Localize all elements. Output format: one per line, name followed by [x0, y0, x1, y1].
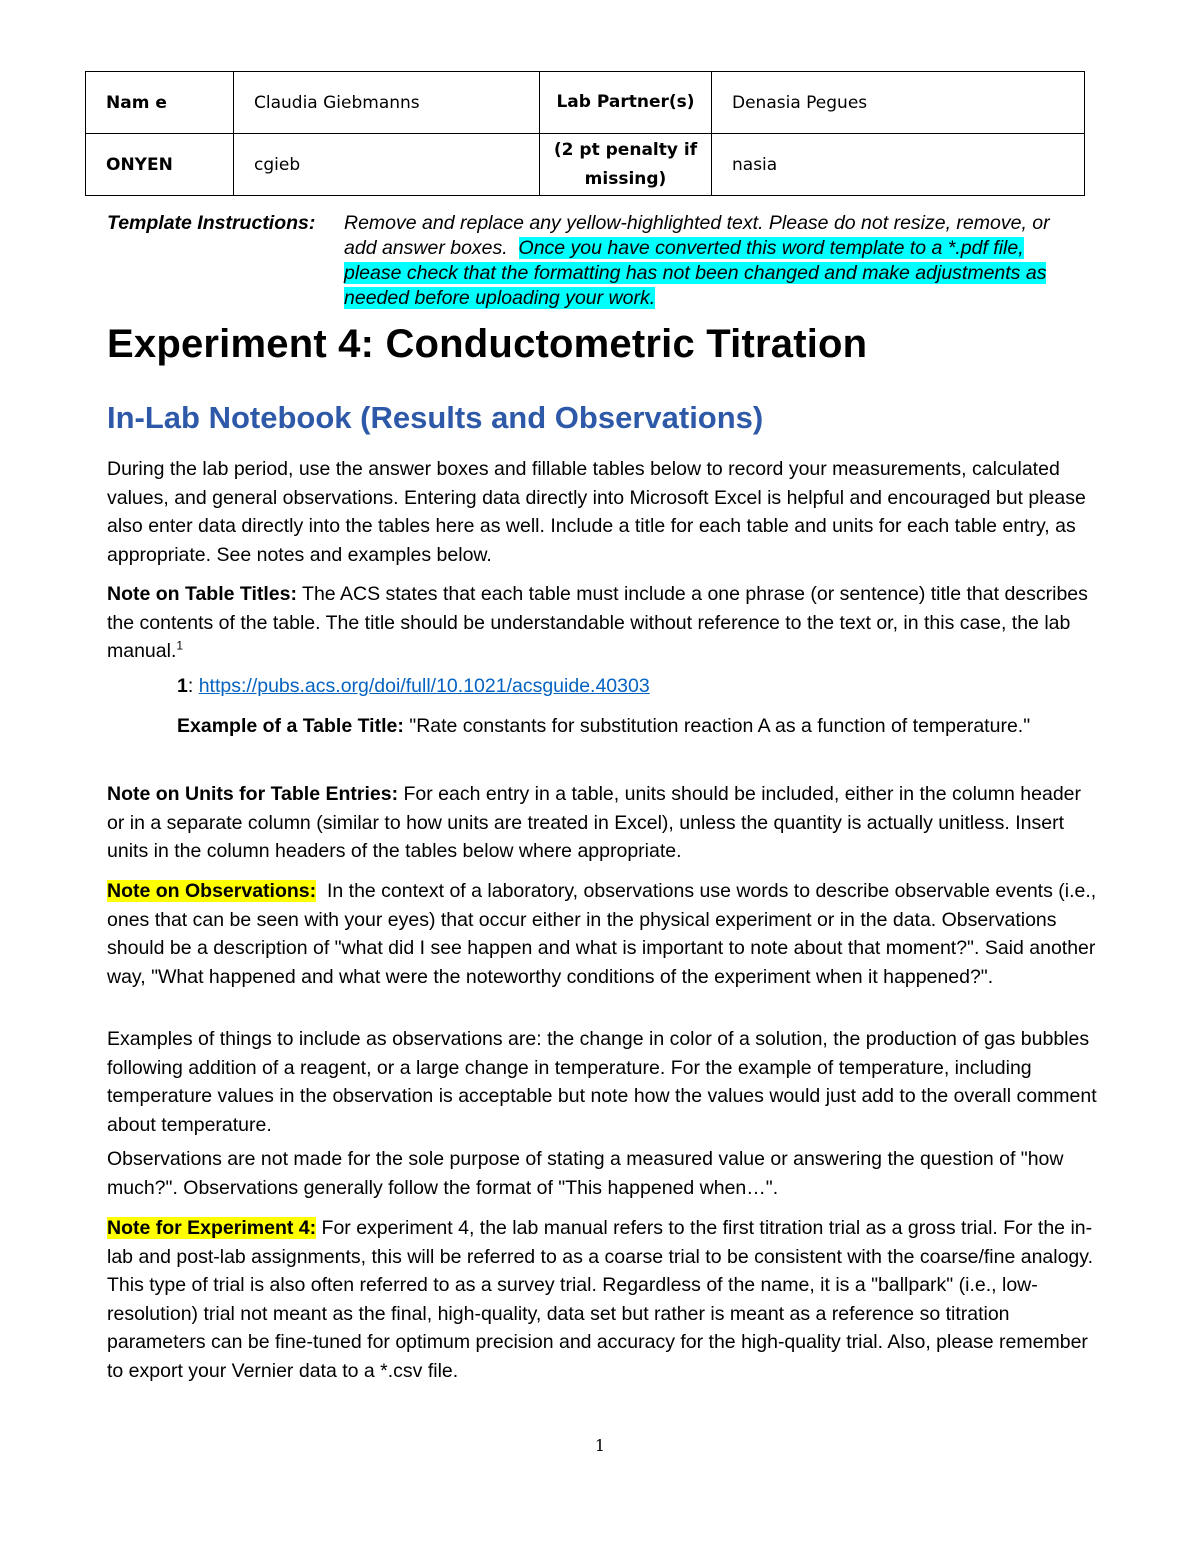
note-observations-label: Note on Observations: [107, 880, 317, 902]
lab-partner-label: Lab Partner(s) [540, 72, 712, 134]
note-experiment-4-label: Note for Experiment 4: [107, 1217, 317, 1239]
note-units-label: Note on Units for Table Entries: [107, 783, 399, 805]
example-table-title-label: Example of a Table Title: [177, 715, 404, 737]
note-table-titles-label: Note on Table Titles: [107, 583, 297, 605]
partner-onyen-value-field[interactable]: nasia [712, 134, 1085, 196]
table-row [86, 134, 1085, 196]
acs-guide-link[interactable]: https://pubs.acs.org/doi/full/10.1021/acsguide.40303 [198, 675, 650, 697]
instructions-highlighted-text: Once you have converted this word template to a *.pdf file, please check that the formatting has not been changed and make adjustments as needed before uploading your work. [344, 237, 1047, 309]
note-experiment-4 [107, 1214, 1097, 1386]
note-table-titles-text: The ACS states that each table must include a one phrase (or sentence) title that describes the contents of the table. The title should be understandable without reference to the text or, in this case, the lab manual. [107, 583, 1088, 663]
observation-examples-paragraph: Examples of things to include as observations are: the change in color of a solution, the production of gas bubbles following addition of a reagent, or a large change in temperature. For the example of temperature, including temperature values in the observation is acceptable but note how the values would just add to the overall comment about temperature. [107, 1028, 1097, 1136]
name-value-field[interactable]: Claudia Giebmanns [234, 72, 540, 134]
name-label: Nam e [86, 72, 234, 134]
note-experiment-4-text: For experiment 4, the lab manual refers to the first titration trial as a gross trial. For the in-lab and post-lab assignments, this will be referred to as a coarse trial to be consistent with the coarse/fine analogy. This type of trial is also often referred to as a survey trial. Regardless of the name, it is a "ballpark" (i.e., low-resolution) trial not meant as the final, high-quality, data set but rather is meant as a reference so titration parameters can be fine-tuned for optimum precision and accuracy for the high-quality trial. Also, please remember to export your Vernier data to a *.csv file. [107, 1217, 1093, 1382]
lab-partner-value-field[interactable]: Denasia Pegues [712, 72, 1085, 134]
observations-purpose-paragraph: Observations are not made for the sole purpose of stating a measured value or answering the question of "how much?". Observations generally follow the format of "This happened when…". [107, 1148, 1064, 1199]
template-instructions-label: Template Instructions: [107, 212, 316, 234]
page-title: Experiment 4: Conductometric Titration [107, 322, 868, 366]
note-observations [107, 877, 1097, 991]
instructions-plain-text: Remove and replace any yellow-highlighted text. Please do not resize, remove, or add answer boxes. [344, 212, 1050, 259]
student-info-table [85, 71, 1085, 196]
note-observations-text: In the context of a laboratory, observations use words to describe observable events (i.e., ones that can be seen with your eyes) that occur either in the physical experiment or in the data. Observations should be a description of "what did I see happen and what is important to note about that moment?". Said another way, "What happened and what were the noteworthy conditions of the experiment when it happened?". [107, 880, 1097, 988]
penalty-label: (2 pt penalty if missing) [540, 134, 712, 196]
note-units [107, 780, 1097, 866]
note-units-text: For each entry in a table, units should be included, either in the column header or in a separate column (similar to how units are treated in Excel), unless the quantity is actually unitless. Insert units in the column headers of the tables below where appropriate. [107, 783, 1082, 863]
table-row [86, 72, 1085, 134]
template-instructions-text [344, 211, 1084, 311]
intro-paragraph: During the lab period, use the answer boxes and fillable tables below to record your measurements, calculated values, and general observations. Entering data directly into Microsoft Excel is helpful and encouraged but please also enter data directly into the tables here as well. Include a title for each table and units for each table entry, as appropriate. See notes and examples below. [107, 458, 1086, 566]
section-heading: In-Lab Notebook (Results and Observations) [107, 400, 764, 435]
note-table-titles [107, 580, 1097, 666]
footnote-number: 1 [177, 675, 188, 697]
footnote-line: 1: https://pubs.acs.org/doi/full/10.1021/acsguide.40303 [177, 675, 650, 697]
onyen-label: ONYEN [86, 134, 234, 196]
example-table-title [177, 712, 1077, 741]
onyen-value-field[interactable]: cgieb [234, 134, 540, 196]
page-number: 1 [594, 1436, 606, 1455]
footnote-marker: 1 [176, 638, 184, 653]
example-table-title-text: "Rate constants for substitution reaction A as a function of temperature." [409, 715, 1031, 737]
